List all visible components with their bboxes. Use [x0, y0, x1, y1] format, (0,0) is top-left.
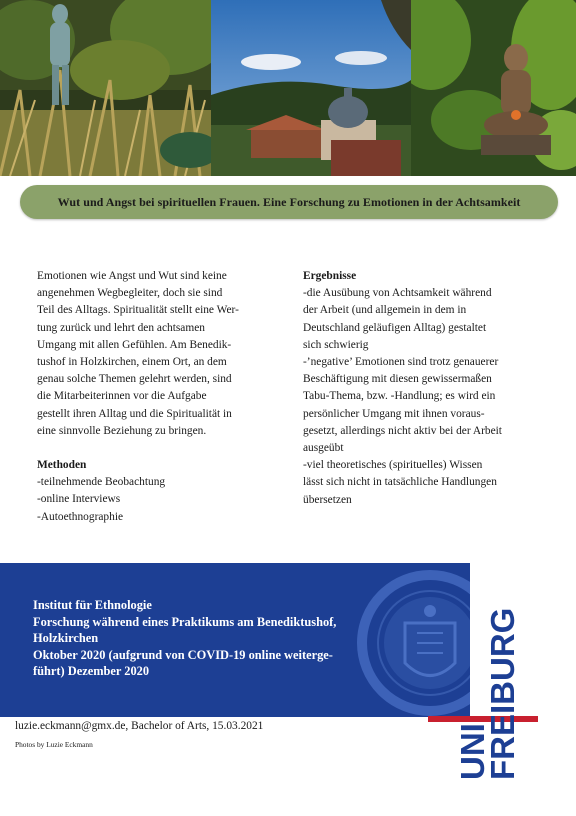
institute-name: Institut für Ethnologie — [33, 598, 152, 612]
garden-statue-photo — [0, 0, 211, 176]
results-line: Beschäftigung mit diesen gewissermaßen — [303, 373, 492, 386]
results-line: der Arbeit (und allgemein in dem in — [303, 304, 467, 317]
intro-line: tushof in Holzkirchen, einem Ort, an dem — [37, 356, 227, 369]
methods-section — [37, 457, 259, 526]
intro-line: angenehmen Wegbegleiter, doch sie sind — [37, 287, 223, 300]
methods-item: -online Interviews — [37, 493, 121, 506]
results-line: -die Ausübung von Achtsamkeit während — [303, 287, 492, 300]
intro-line: Teil des Alltags. Spiritualität stellt eine Wer- — [37, 304, 239, 317]
footer-info — [33, 597, 443, 680]
intro-line: eine sinnvolle Beziehung zu bringen. — [37, 424, 207, 437]
footer-line: Oktober 2020 (aufgrund von COVID-19 online weiterge- — [33, 647, 333, 662]
results-line: Tabu-Thema, bzw. -Handlung; es wird ein — [303, 390, 496, 403]
methods-item: -Autoethnographie — [37, 510, 124, 523]
intro-paragraph — [37, 268, 259, 440]
title-bar — [20, 185, 558, 219]
photo-credit: Photos by Luzie Eckmann — [15, 740, 93, 749]
village-church-photo — [211, 0, 411, 176]
intro-line: genau solche Themen gelehrt werden, sind — [37, 373, 232, 386]
results-line: lässt sich nicht in tatsächliche Handlungen — [303, 476, 497, 489]
logo-freiburg-text: FREIBURG — [484, 607, 521, 780]
results-line: persönlicher Umgang mit ihnen voraus- — [303, 407, 485, 420]
intro-line: gestellt ihren Alltag und die Spiritualität in — [37, 407, 232, 420]
buddha-statue-photo — [411, 0, 576, 176]
footer-line: führt) Dezember 2020 — [33, 664, 150, 679]
results-line: -’negative’ Emotionen sind trotz genauerer — [303, 356, 499, 369]
results-line: Deutschland geläufigen Alltag) gestaltet — [303, 321, 487, 334]
results-line: sich schwierig — [303, 338, 369, 351]
uni-freiburg-logo — [425, 600, 555, 790]
methods-heading: Methoden — [37, 459, 87, 472]
logo-red-bar — [428, 716, 538, 722]
results-column — [303, 268, 521, 509]
intro-line: Umgang mit allen Gefühlen. Am Benedik- — [37, 338, 232, 351]
footer-line: Forschung während eines Praktikums am Benediktushof, — [33, 614, 337, 629]
poster-title: Wut und Angst bei spirituellen Frauen. Eine Forschung zu Emotionen in der Achtsamkeit — [57, 194, 521, 209]
results-line: ausgeübt — [303, 442, 344, 455]
intro-line: Emotionen wie Angst und Wut sind keine — [37, 270, 227, 282]
footer-line: Holzkirchen — [33, 631, 99, 646]
intro-column — [37, 268, 259, 526]
methods-item: -teilnehmende Beobachtung — [37, 476, 166, 489]
results-heading: Ergebnisse — [303, 270, 357, 282]
results-line: -viel theoretisches (spirituelles) Wissen — [303, 459, 483, 472]
intro-line: die Mitarbeiterinnen vor die Aufgabe — [37, 390, 207, 403]
results-line: übersetzen — [303, 493, 352, 506]
results-line: gesetzt, allerdings nicht aktiv bei der Arbeit — [303, 424, 502, 437]
logo-uni-text: UNI — [454, 723, 491, 780]
intro-line: tung zurück und lehrt den achtsamen — [37, 321, 205, 334]
contact-line: luzie.eckmann@gmx.de, Bachelor of Arts, 15.03.2021 — [15, 720, 264, 732]
photo-strip — [0, 0, 576, 176]
